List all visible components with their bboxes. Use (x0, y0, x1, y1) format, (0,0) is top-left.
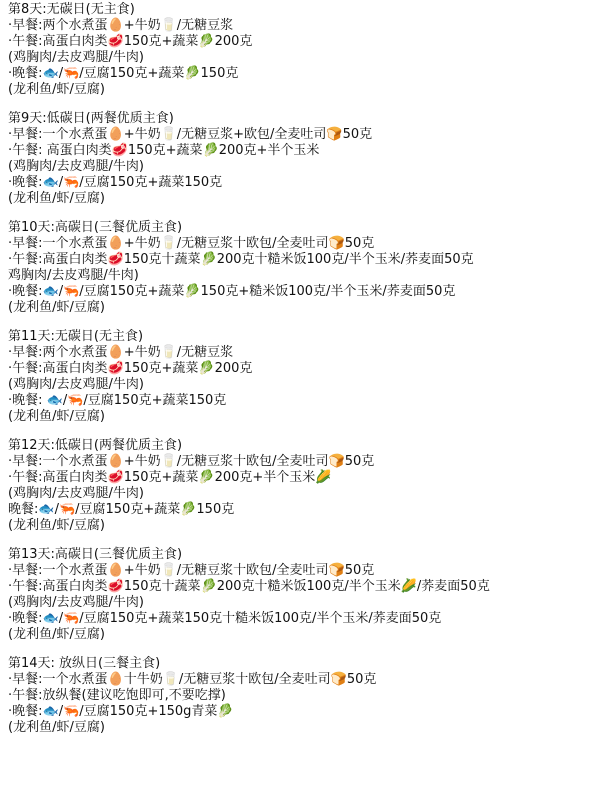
lunch-line: ·午餐:放纵餐(建议吃饱即可,不要吃撑) (8, 688, 226, 703)
dinner-note: (龙利鱼/虾/豆腐) (8, 627, 105, 642)
dinner-line: ·晚餐:🐟/🦐/豆腐150克+蔬菜150克十糙米饭100克/半个玉米/荞麦面50克 (8, 611, 442, 626)
dinner-line: ·晚餐:🐟/🦐/豆腐150克+蔬菜🥬150克+糙米饭100克/半个玉米/荞麦面50克 (8, 284, 456, 299)
dinner-line: ·晚餐:🐟/🦐/豆腐150克+150g青菜🥬 (8, 704, 234, 719)
lunch-note: 鸡胸肉/去皮鸡腿/牛肉) (8, 268, 139, 283)
lunch-line: ·午餐:高蛋白肉类🥩150克十蔬菜🥬200克十糙米饭100克/半个玉米🌽/荞麦面50克 (8, 579, 490, 594)
day-13-section (8, 547, 600, 643)
breakfast-line: ·早餐:一个水煮蛋🥚+牛奶🥛/无糖豆浆十欧包/全麦吐司🍞50克 (8, 236, 375, 251)
day-11-section (8, 329, 600, 425)
dinner-note: (龙利鱼/虾/豆腐) (8, 82, 105, 97)
breakfast-line: ·早餐:两个水煮蛋🥚+牛奶🥛/无糖豆浆 (8, 18, 234, 33)
day-title: 第14天: 放纵日(三餐主食) (8, 656, 161, 671)
breakfast-line: ·早餐:一个水煮蛋🥚+牛奶🥛/无糖豆浆十欧包/全麦吐司🍞50克 (8, 454, 375, 469)
breakfast-line: ·早餐:一个水煮蛋🥚+牛奶🥛/无糖豆浆+欧包/全麦吐司🍞50克 (8, 127, 373, 142)
dinner-line: ·晚餐:🐟/🦐/豆腐150克+蔬菜150克 (8, 175, 223, 190)
lunch-line: ·午餐:高蛋白肉类🥩150克+蔬菜🥬200克 (8, 34, 253, 49)
day-title: 第13天:高碳日(三餐优质主食) (8, 547, 183, 562)
dinner-line: ·晚餐:🐟/🦐/豆腐150克+蔬菜🥬150克 (8, 66, 239, 81)
day-title: 第11天:无碳日(无主食) (8, 329, 144, 344)
lunch-note: (鸡胸肉/去皮鸡腿/牛肉) (8, 486, 144, 501)
day-title: 第12天:低碳日(两餐优质主食) (8, 438, 183, 453)
dinner-line: 晚餐:🐟/🦐/豆腐150克+蔬菜🥬150克 (8, 502, 235, 517)
breakfast-line: ·早餐:一个水煮蛋🥚十牛奶🥛/无糖豆浆十欧包/全麦吐司🍞50克 (8, 672, 377, 687)
lunch-line: ·午餐: 高蛋白肉类🥩150克+蔬菜🥬200克+半个玉米 (8, 143, 320, 158)
breakfast-line: ·早餐:一个水煮蛋🥚+牛奶🥛/无糖豆浆十欧包/全麦吐司🍞50克 (8, 563, 375, 578)
lunch-note: (鸡胸肉/去皮鸡腿/牛肉) (8, 159, 144, 174)
day-8-section (8, 2, 600, 98)
day-title: 第9天:低碳日(两餐优质主食) (8, 111, 174, 126)
day-14-section (8, 656, 600, 736)
lunch-line: ·午餐:高蛋白肉类🥩150克十蔬菜🥬200克十糙米饭100克/半个玉米/荞麦面50克 (8, 252, 474, 267)
lunch-note: (鸡胸肉/去皮鸡腿/牛肉) (8, 50, 144, 65)
dinner-note: (龙利鱼/虾/豆腐) (8, 518, 105, 533)
day-title: 第8天:无碳日(无主食) (8, 2, 135, 17)
dinner-note: (龙利鱼/虾/豆腐) (8, 300, 105, 315)
dinner-line: ·晚餐: 🐟/🦐/豆腐150克+蔬菜150克 (8, 393, 227, 408)
day-12-section (8, 438, 600, 534)
lunch-note: (鸡胸肉/去皮鸡腿/牛肉) (8, 595, 144, 610)
lunch-line: ·午餐:高蛋白肉类🥩150克+蔬菜🥬200克+半个玉米🌽 (8, 470, 332, 485)
dinner-note: (龙利鱼/虾/豆腐) (8, 191, 105, 206)
dinner-note: (龙利鱼/虾/豆腐) (8, 720, 105, 735)
day-title: 第10天:高碳日(三餐优质主食) (8, 220, 183, 235)
day-9-section (8, 111, 600, 207)
lunch-line: ·午餐:高蛋白肉类🥩150克+蔬菜🥬200克 (8, 361, 253, 376)
dinner-note: (龙利鱼/虾/豆腐) (8, 409, 105, 424)
breakfast-line: ·早餐:两个水煮蛋🥚+牛奶🥛/无糖豆浆 (8, 345, 234, 360)
day-10-section (8, 220, 600, 316)
lunch-note: (鸡胸肉/去皮鸡腿/牛肉) (8, 377, 144, 392)
